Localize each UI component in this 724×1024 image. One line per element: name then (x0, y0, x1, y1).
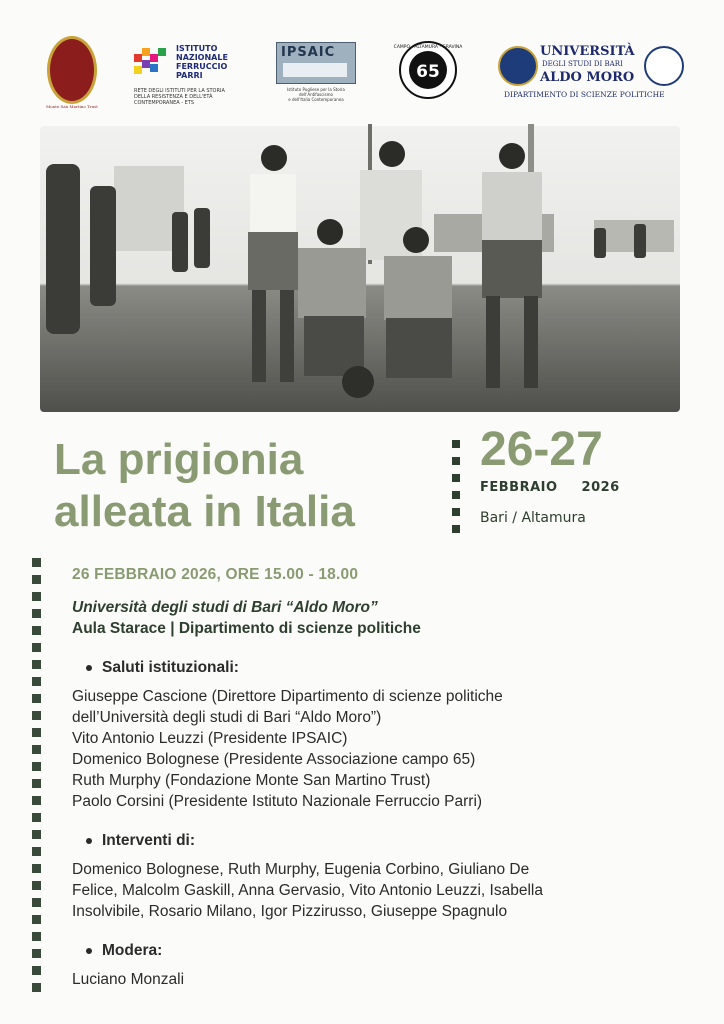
saluti-line: dell’Università degli studi di Bari “Aldo Moro”) (72, 709, 382, 726)
bullet-icon (86, 948, 92, 954)
ipsaic-name: IPSAIC (281, 45, 336, 60)
saluti-heading: Saluti istituzionali: (86, 657, 692, 678)
interventi-heading: Interventi di: (86, 830, 692, 851)
bullet-icon (86, 665, 92, 671)
title-line1: La prigionia (54, 435, 304, 484)
parri-line2: NAZIONALE (176, 53, 228, 62)
saluti-line: Domenico Bolognese (Presidente Associazione campo 65) (72, 751, 476, 768)
university-line2: DEGLI STUDI DI BARI (542, 60, 623, 68)
campo-65-logo (393, 40, 463, 100)
venue-university: Università degli studi di Bari “Aldo Moro” (72, 599, 378, 616)
interventi-line: Insolvibile, Rosario Milano, Igor Pizzirusso, Giuseppe Spagnulo (72, 903, 508, 920)
moderator-name: Luciano Monzali (72, 971, 185, 988)
event-month: FEBBRAIO (480, 480, 558, 495)
parri-line1: ISTITUTO (176, 44, 218, 53)
parri-line4: PARRI (176, 71, 203, 80)
saluti-line: Ruth Murphy (Fondazione Monte San Martino Trust) (72, 772, 431, 789)
event-year: 2026 (581, 480, 620, 495)
interventi-line: Domenico Bolognese, Ruth Murphy, Eugenia Corbino, Giuliano De (72, 861, 530, 878)
title-divider (452, 440, 460, 542)
parri-institute-logo (134, 42, 230, 106)
parri-sub1: RETE DEGLI ISTITUTI PER LA STORIA (134, 88, 225, 94)
event-title (54, 434, 444, 538)
parri-sub3: CONTEMPORANEA - ETS (134, 100, 195, 106)
parri-mosaic-icon (134, 46, 172, 76)
campo-ring-text: CAMPO · ALTAMURA · GRAVINA (393, 45, 463, 50)
university-bari-logo (498, 42, 688, 106)
program-datetime: 26 FEBBRAIO 2026, ORE 15.00 - 18.00 (72, 566, 359, 583)
seal-caption: Monte San Martino Trust (46, 104, 98, 109)
venue-room: Aula Starace | Dipartimento di scienze politiche (72, 620, 421, 637)
department-name: DIPARTIMENTO DI SCIENZE POLITICHE (504, 90, 665, 99)
campo-65-badge-icon (393, 40, 463, 100)
decorative-dot-strip (32, 558, 41, 1008)
saluti-line: Paolo Corsini (Presidente Istituto Nazionale Ferruccio Parri) (72, 793, 483, 810)
event-dates: 26-27 (480, 423, 603, 476)
ipsaic-logo (276, 42, 356, 102)
modera-heading: Modera: (86, 940, 692, 961)
building-icon (283, 63, 347, 77)
ipsaic-caption1: Istituto Pugliese per la Storia dell'Antifascismo (287, 87, 345, 97)
players-group (248, 141, 542, 398)
event-city: Bari / Altamura (480, 510, 586, 526)
ipsaic-caption2: e dell'Italia Contemporanea (288, 97, 344, 102)
event-month-year (480, 480, 644, 495)
interventi-line: Felice, Malcolm Gaskill, Anna Gervasio, Vito Antonio Leuzzi, Isabella (72, 882, 543, 899)
campo-number: 65 (416, 62, 440, 82)
university-line3: ALDO MORO (540, 70, 635, 85)
saluti-line: Giuseppe Cascione (Direttore Dipartimento di scienze politiche (72, 688, 503, 705)
parri-sub2: DELLA RESISTENZA E DELL'ETÀ (134, 94, 213, 100)
football-icon (342, 366, 374, 398)
logos-row (0, 30, 724, 110)
title-line2: alleata in Italia (54, 487, 355, 536)
university-line1: UNIVERSITÀ (540, 44, 635, 59)
monte-san-martino-logo (44, 36, 100, 116)
parri-line3: FERRUCCIO (176, 62, 228, 71)
globe-seal-icon (644, 46, 684, 86)
seal-icon (47, 36, 97, 104)
university-seal-icon (498, 46, 538, 86)
program-section (72, 564, 692, 990)
historical-photo (34, 124, 686, 414)
saluti-line: Vito Antonio Leuzzi (Presidente IPSAIC) (72, 730, 348, 747)
bullet-icon (86, 838, 92, 844)
